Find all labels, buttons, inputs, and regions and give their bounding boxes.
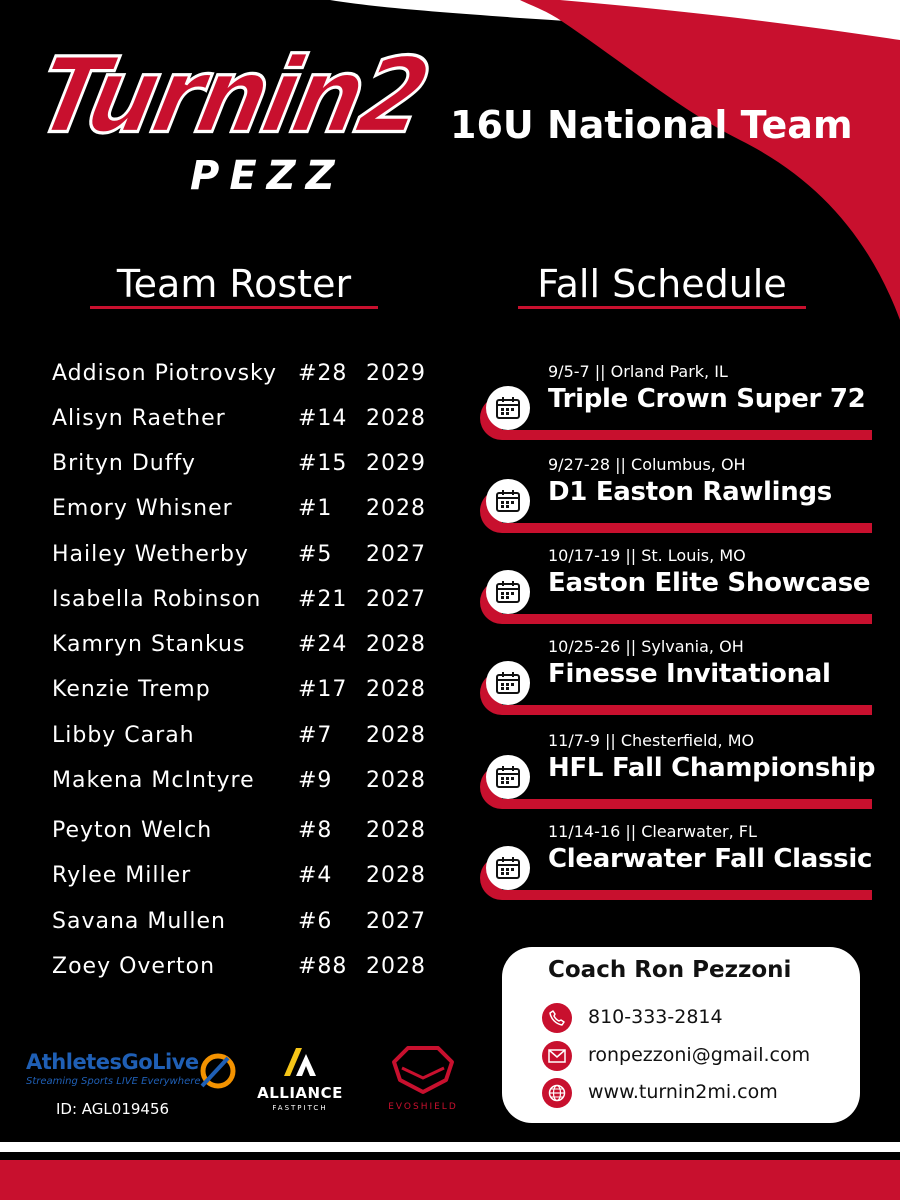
- player-year: 2028: [366, 677, 426, 702]
- event-name: HFL Fall Championship: [548, 753, 876, 783]
- player-number: #5: [298, 542, 333, 567]
- mail-icon: [542, 1041, 572, 1071]
- roster-row: [52, 361, 452, 391]
- player-name: Libby Carah: [52, 723, 195, 748]
- roster-heading-underline: [90, 306, 378, 309]
- player-name: Hailey Wetherby: [52, 542, 249, 567]
- team-logo: [27, 35, 440, 208]
- roster-row: [52, 954, 452, 984]
- logo-subtext: PEZZ: [190, 153, 345, 199]
- player-year: 2028: [366, 406, 426, 431]
- player-name: Zoey Overton: [52, 954, 216, 979]
- player-name: Kenzie Tremp: [52, 677, 211, 702]
- evoshield-shield-icon: [388, 1044, 458, 1096]
- roster-row: [52, 542, 452, 572]
- player-number: #9: [298, 768, 333, 793]
- evoshield-name: EVOSHIELD: [388, 1102, 458, 1112]
- player-name: Emory Whisner: [52, 496, 233, 521]
- calendar-icon: [486, 386, 530, 430]
- schedule-event: [480, 546, 900, 626]
- player-number: #7: [298, 723, 333, 748]
- player-year: 2028: [366, 496, 426, 521]
- agl-id: ID: AGL019456: [56, 1100, 170, 1118]
- logo-text: Turnin2: [27, 35, 438, 157]
- player-year: 2027: [366, 909, 426, 934]
- event-name: Clearwater Fall Classic: [548, 844, 873, 874]
- calendar-icon: [486, 479, 530, 523]
- player-year: 2029: [366, 451, 426, 476]
- player-year: 2027: [366, 587, 426, 612]
- calendar-icon: [486, 570, 530, 614]
- player-number: #24: [298, 632, 348, 657]
- event-date-location: 10/25-26 || Sylvania, OH: [548, 637, 744, 656]
- calendar-icon: [486, 661, 530, 705]
- player-number: #14: [298, 406, 348, 431]
- player-number: #88: [298, 954, 348, 979]
- event-date-location: 9/5-7 || Orland Park, IL: [548, 362, 728, 381]
- roster-heading: Team Roster: [116, 262, 352, 306]
- event-date-location: 10/17-19 || St. Louis, MO: [548, 546, 746, 565]
- coach-contact-card: [502, 947, 860, 1123]
- event-date-location: 11/7-9 || Chesterfield, MO: [548, 731, 755, 750]
- roster-row: [52, 406, 452, 436]
- alliance-mark-icon: [282, 1046, 318, 1078]
- phone-icon: [542, 1003, 572, 1033]
- agl-swoosh-icon: [198, 1050, 238, 1092]
- schedule-event: [480, 455, 900, 535]
- coach-name: Coach Ron Pezzoni: [548, 957, 792, 983]
- player-number: #28: [298, 361, 348, 386]
- player-year: 2028: [366, 954, 426, 979]
- footer-white-band: [0, 1142, 900, 1152]
- player-year: 2027: [366, 542, 426, 567]
- roster-row: [52, 818, 452, 848]
- website-url[interactable]: www.turnin2mi.com: [588, 1081, 778, 1103]
- player-number: #6: [298, 909, 333, 934]
- schedule-event: [480, 362, 900, 442]
- player-name: Savana Mullen: [52, 909, 226, 934]
- alliance-name: ALLIANCE: [257, 1084, 343, 1102]
- player-number: #21: [298, 587, 348, 612]
- event-date-location: 9/27-28 || Columbus, OH: [548, 455, 746, 474]
- roster-row: [52, 768, 452, 798]
- globe-icon: [542, 1078, 572, 1108]
- player-name: Rylee Miller: [52, 863, 192, 888]
- roster-row: [52, 909, 452, 939]
- player-name: Alisyn Raether: [52, 406, 226, 431]
- event-name: Triple Crown Super 72: [548, 384, 866, 414]
- evoshield-logo: [378, 1044, 468, 1114]
- player-year: 2028: [366, 818, 426, 843]
- contact-phone[interactable]: [542, 1003, 862, 1033]
- player-year: 2029: [366, 361, 426, 386]
- player-number: #17: [298, 677, 348, 702]
- player-name: Isabella Robinson: [52, 587, 262, 612]
- schedule-event: [480, 731, 900, 811]
- phone-number[interactable]: 810-333-2814: [588, 1006, 723, 1028]
- player-number: #15: [298, 451, 348, 476]
- player-number: #1: [298, 496, 333, 521]
- player-year: 2028: [366, 863, 426, 888]
- player-name: Brityn Duffy: [52, 451, 196, 476]
- player-year: 2028: [366, 632, 426, 657]
- roster-row: [52, 863, 452, 893]
- team-title: 16U National Team: [450, 103, 853, 147]
- roster-row: [52, 723, 452, 753]
- calendar-icon: [486, 755, 530, 799]
- email-address[interactable]: ronpezzoni@gmail.com: [588, 1044, 811, 1066]
- contact-website[interactable]: [542, 1078, 862, 1108]
- athletesgolive-logo: [26, 1050, 236, 1120]
- player-name: Peyton Welch: [52, 818, 213, 843]
- roster-row: [52, 677, 452, 707]
- event-name: Finesse Invitational: [548, 659, 831, 689]
- contact-email[interactable]: [542, 1041, 862, 1071]
- player-name: Addison Piotrovsky: [52, 361, 278, 386]
- player-name: Makena McIntyre: [52, 768, 255, 793]
- roster-row: [52, 632, 452, 662]
- schedule-heading-underline: [518, 306, 806, 309]
- schedule-event: [480, 822, 900, 902]
- roster-row: [52, 496, 452, 526]
- agl-name: AthletesGoLive: [26, 1050, 199, 1074]
- schedule-event: [480, 637, 900, 717]
- event-name: Easton Elite Showcase: [548, 568, 871, 598]
- player-number: #4: [298, 863, 333, 888]
- alliance-subtitle: FASTPITCH: [272, 1104, 328, 1112]
- player-year: 2028: [366, 768, 426, 793]
- footer-red-band: [0, 1160, 900, 1200]
- player-year: 2028: [366, 723, 426, 748]
- event-name: D1 Easton Rawlings: [548, 477, 832, 507]
- roster-row: [52, 587, 452, 617]
- player-number: #8: [298, 818, 333, 843]
- roster-row: [52, 451, 452, 481]
- alliance-fastpitch-logo: [244, 1046, 356, 1116]
- calendar-icon: [486, 846, 530, 890]
- event-date-location: 11/14-16 || Clearwater, FL: [548, 822, 757, 841]
- player-name: Kamryn Stankus: [52, 632, 246, 657]
- agl-tagline: Streaming Sports LIVE Everywhere: [26, 1076, 201, 1087]
- schedule-heading: Fall Schedule: [537, 262, 787, 306]
